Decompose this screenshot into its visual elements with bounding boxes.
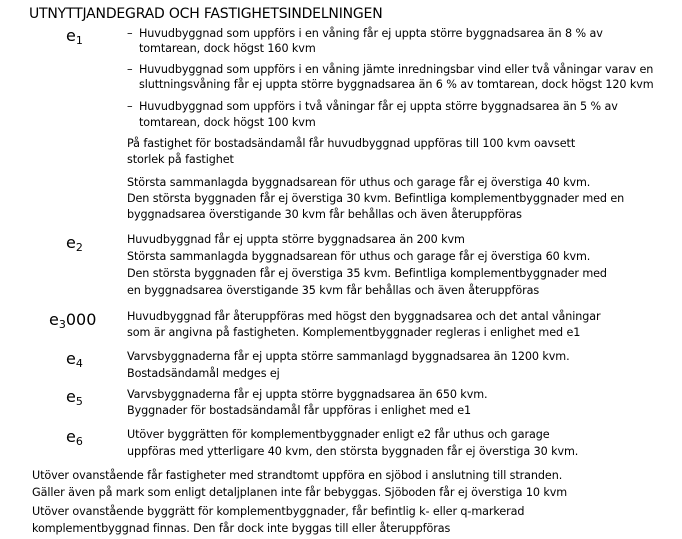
footer-paragraph-2-line-2: komplementbyggnad finnas. Den får dock inte byggas till eller återuppföras (32, 522, 451, 535)
e1-bullet-3-line-2: tomtarean, dock högst 100 kvm (139, 116, 316, 129)
code-subscript: 1 (75, 34, 83, 47)
e6-line-2: uppföras med ytterligare 40 kvm, den största byggnaden får ej överstiga 30 kvm. (127, 445, 579, 458)
e1-paragraph-2-line-3: byggnadsarea överstigande 30 kvm får behållas och även återuppföras (127, 208, 522, 221)
e2-line-1: Huvudbyggnad får ej uppta större byggnadsarea än 200 kvm (127, 233, 465, 246)
code-letter: e (49, 310, 59, 329)
code-letter: e (66, 26, 76, 45)
code-e2 (66, 234, 83, 257)
footer-paragraph-1-line-1: Utöver ovanstående får fastigheter med strandtomt uppföra en sjöbod i anslutning till stranden. (32, 469, 563, 482)
code-letter: e (66, 349, 76, 368)
e1-bullet-3-line-1: Huvudbyggnad som uppförs i två våningar får ej uppta större byggnadsarea än 5 % av (139, 100, 618, 113)
e2-line-3: Den största byggnaden får ej överstiga 35 kvm. Befintliga komplementbyggnader med (127, 267, 607, 280)
e1-bullet-2-line-1: Huvudbyggnad som uppförs i en våning jämte inredningsbar vind eller två våningar varav en (139, 63, 654, 76)
e1-paragraph-1-line-1: På fastighet för bostadsändamål får huvudbyggnad uppföras till 100 kvm oavsett (127, 137, 576, 150)
e1-paragraph-1-line-2: storlek på fastighet (127, 153, 234, 166)
e1-bullet-1-line-2: tomtarean, dock högst 160 kvm (139, 42, 316, 55)
e4-line-2: Bostadsändamål medges ej (127, 367, 280, 380)
code-subscript: 6 (75, 435, 83, 448)
e1-bullet-1-line-1: Huvudbyggnad som uppförs i en våning får ej uppta större byggnadsarea än 8 % av (139, 27, 603, 40)
code-suffix: 000 (65, 310, 97, 329)
e2-line-2: Största sammanlagda byggnadsarean för uthus och garage får ej överstiga 60 kvm. (127, 250, 591, 263)
code-e3 (49, 311, 96, 334)
section-heading: UTNYTTJANDEGRAD OCH FASTIGHETSINDELNINGEN (29, 6, 383, 22)
code-e4 (66, 350, 83, 373)
code-letter: e (66, 387, 76, 406)
footer-paragraph-1-line-2: Gäller även på mark som enligt detaljplanen inte får bebyggas. Sjöboden får ej överstiga 10 kvm (32, 486, 568, 499)
bullet-dash: – (127, 63, 133, 76)
footer-paragraph-2-line-1: Utöver ovanstående byggrätt för komplementbyggnader, får befintlig k- eller q-markerad (32, 505, 525, 518)
e3-line-2: som är angivna på fastigheten. Komplementbyggnader regleras i enlighet med e1 (127, 326, 581, 339)
e4-line-1: Varvsbyggnaderna får ej uppta större sammanlagd byggnadsarea än 1200 kvm. (127, 350, 570, 363)
e6-line-1: Utöver byggrätten för komplementbyggnader enligt e2 får uthus och garage (127, 428, 550, 441)
bullet-dash: – (127, 100, 133, 113)
e1-bullet-2-line-2: sluttningsvåning får ej uppta större byggnadsarea än 6 % av tomtarean, dock högst 120 kvm (139, 78, 654, 91)
e1-paragraph-2-line-1: Största sammanlagda byggnadsarean för uthus och garage får ej överstiga 40 kvm. (127, 176, 591, 189)
code-subscript: 5 (75, 395, 83, 408)
code-subscript: 3 (58, 318, 66, 331)
code-e1 (66, 27, 83, 50)
e2-line-4: en byggnadsarea överstigande 35 kvm får behållas och även återuppföras (127, 284, 540, 297)
code-letter: e (66, 233, 76, 252)
code-e6 (66, 428, 83, 451)
e5-line-2: Byggnader för bostadsändamål får uppföras i enlighet med e1 (127, 404, 472, 417)
e3-line-1: Huvudbyggnad får återuppföras med högst den byggnadsarea och det antal våningar (127, 310, 601, 323)
e1-paragraph-2-line-2: Den största byggnaden får ej överstiga 30 kvm. Befintliga komplementbyggnader med en (127, 192, 625, 205)
bullet-dash: – (127, 27, 133, 40)
code-e5 (66, 388, 83, 411)
e5-line-1: Varvsbyggnaderna får ej uppta större byggnadsarea än 650 kvm. (127, 388, 488, 401)
code-subscript: 2 (75, 241, 83, 254)
code-subscript: 4 (75, 357, 83, 370)
code-letter: e (66, 427, 76, 446)
